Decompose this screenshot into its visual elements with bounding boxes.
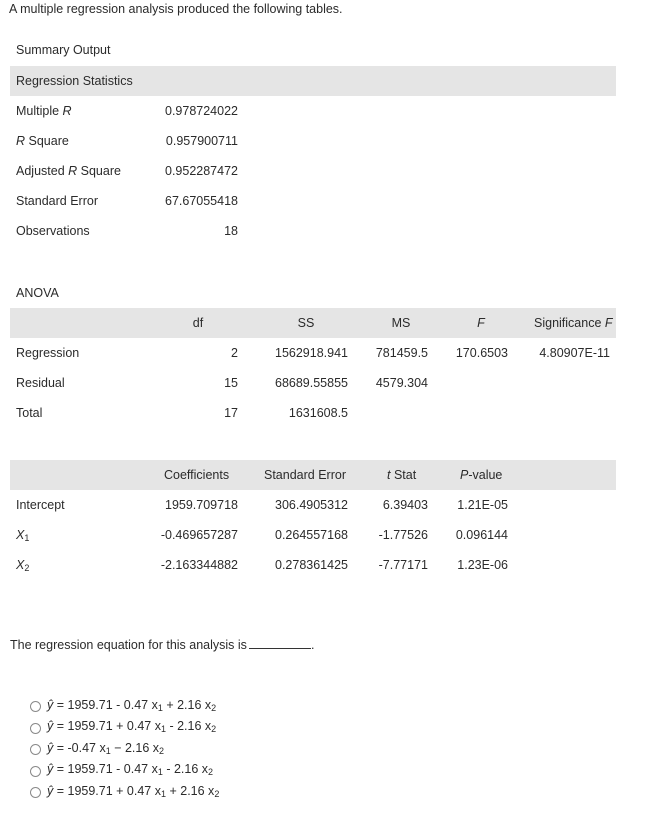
summary-row [10,186,616,216]
anova-row-label: Total [16,406,43,420]
summary-row-value: 18 [224,224,238,238]
df-header: df [192,316,204,330]
answer-options [30,696,219,804]
ss-header: SS [297,316,315,330]
coef-se-cell: 0.278361425 [275,558,348,572]
option-text: − 2.16 x [110,740,160,755]
summary-row-label [16,216,90,246]
anova-header-row [10,308,616,338]
option-text: = 1959.71 + 0.47 x [53,783,161,798]
summary-row-value: 67.67055418 [165,194,238,208]
label-italic: R [62,104,72,118]
label-part: Standard Error [16,194,98,208]
radio-button[interactable] [30,701,41,712]
anova-df-cell: 2 [231,346,238,360]
coef-header-row [10,460,616,490]
y-hat: ŷ [47,762,54,776]
variable-subscript: 2 [24,563,30,573]
variable-name: X [16,528,25,542]
label-part: Square [25,134,69,148]
variable-name: Intercept [16,498,65,512]
label-part: Adjusted [16,164,69,178]
significance-f-header: Significance F [534,316,613,330]
subscript: 1 [160,788,166,799]
summary-row [10,96,616,126]
coef-row [10,550,616,580]
summary-title: Summary Output [16,43,111,57]
coef-row [10,490,616,520]
option-text: = 1959.71 - 0.47 x [53,762,158,776]
y-hat: ŷ [47,697,54,712]
anova-row-label: Residual [16,376,65,390]
anova-row [10,338,616,368]
subscript: 2 [211,702,217,713]
radio-button[interactable] [30,744,41,755]
subscript: 2 [211,724,217,734]
answer-option[interactable] [30,696,219,718]
summary-row [10,216,616,246]
anova-row [10,398,616,428]
answer-blank [249,636,311,649]
variable-name: X [16,558,25,572]
t-stat-header: t Stat [387,468,417,482]
option-equation [47,781,219,806]
anova-table [10,308,616,428]
anova-sig-cell: 4.80907E-11 [539,346,610,360]
coef-p-cell: 0.096144 [455,528,508,542]
variable-subscript: 1 [24,533,30,543]
summary-row [10,126,616,156]
anova-df-cell: 15 [224,376,238,390]
anova-f-cell: 170.6503 [455,346,508,360]
anova-title: ANOVA [16,286,59,300]
subscript: 1 [160,724,166,734]
answer-option[interactable] [30,718,219,740]
coefficients-table [10,460,616,580]
subscript: 1 [157,767,163,777]
answer-option[interactable] [30,761,219,783]
summary-table [10,66,616,246]
summary-row-value: 0.957900711 [165,134,238,148]
f-header: F [477,316,485,330]
anova-ss-cell: 1562918.941 [275,346,348,360]
coef-se-cell: 306.4905312 [275,498,348,512]
coef-p-cell: 1.21E-05 [457,498,508,512]
summary-row-value: 0.978724022 [165,104,238,118]
y-hat: ŷ [47,783,54,798]
subscript: 2 [208,767,214,777]
ms-header: MS [391,316,411,330]
label-part: Square [77,164,121,178]
coef-p-cell: 1.23E-06 [457,558,508,572]
label-part: Multiple [16,104,63,118]
answer-option[interactable] [30,782,219,804]
subscript: 2 [159,745,165,756]
option-text: - 2.16 x [166,719,212,733]
summary-row-label [16,96,72,126]
coef-row-label [16,490,65,520]
option-text: = 1959.71 - 0.47 x [53,697,158,712]
radio-button[interactable] [30,787,41,798]
summary-row-label [16,156,121,186]
label-part: Observations [16,224,90,238]
coef-value-cell: -2.163344882 [160,558,238,572]
label-italic: R [16,134,26,148]
anova-row-label: Regression [16,346,80,360]
summary-header-row [10,66,616,96]
summary-row-label [16,186,98,216]
coef-se-cell: 0.264557168 [275,528,348,542]
coef-t-cell: -1.77526 [378,528,428,542]
radio-button[interactable] [30,723,41,734]
y-hat: ŷ [47,719,54,733]
coef-t-cell: 6.39403 [382,498,428,512]
coef-row-label [16,550,29,583]
option-text: + 2.16 x [162,697,212,712]
option-text: + 2.16 x [166,783,215,798]
anova-ss-cell: 1631608.5 [288,406,348,420]
coef-value-cell: -0.469657287 [160,528,238,542]
label-italic: R [68,164,78,178]
anova-ms-cell: 4579.304 [375,376,428,390]
anova-ss-cell: 68689.55855 [275,376,348,390]
anova-ms-cell: 781459.5 [375,346,428,360]
summary-row-value: 0.952287472 [165,164,238,178]
subscript: 1 [157,702,163,713]
coefficients-header: Coefficients [164,468,230,482]
option-text: = -0.47 x [53,740,106,755]
summary-row-label [16,126,69,156]
subscript: 2 [214,788,220,799]
anova-df-cell: 17 [224,406,238,420]
regression-statistics-header: Regression Statistics [16,74,133,88]
anova-row [10,368,616,398]
answer-option[interactable] [30,739,219,761]
option-text: - 2.16 x [162,762,209,776]
radio-button[interactable] [30,766,41,777]
summary-row [10,156,616,186]
coef-t-cell: -7.77171 [378,558,428,572]
coef-row [10,520,616,550]
subscript: 1 [105,745,111,756]
y-hat: ŷ [47,740,54,755]
coef-value-cell: 1959.709718 [165,498,238,512]
coef-row-label [16,520,29,553]
option-text: = 1959.71 + 0.47 x [53,719,161,733]
question-text: The regression equation for this analysis is . [10,638,315,652]
p-value-header: P-value [460,468,503,482]
intro-text: A multiple regression analysis produced the following tables. [9,2,343,16]
standard-error-header: Standard Error [264,468,346,482]
